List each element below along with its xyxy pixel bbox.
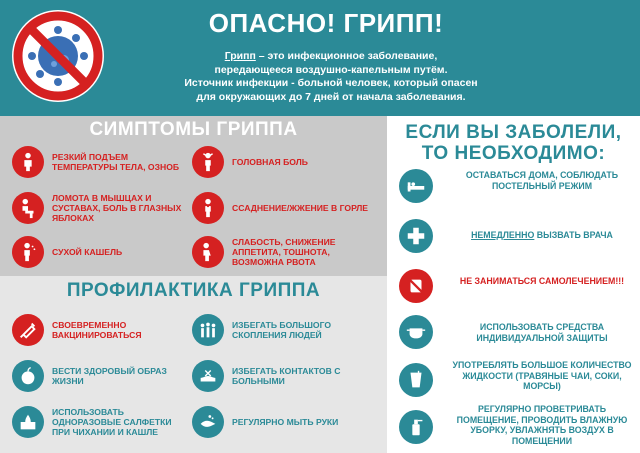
prevention-panel [0,276,387,453]
action-item [387,266,640,306]
actions-title-line1: ЕСЛИ ВЫ ЗАБОЛЕЛИ, [405,122,622,143]
headache-icon [192,146,224,178]
symptom-item [12,146,192,178]
prevention-item [192,360,382,392]
action-label-rest: ВЫЗВАТЬ ВРАЧА [534,230,613,240]
action-label: УПОТРЕБЛЯТЬ БОЛЬШОЕ КОЛИЧЕСТВО ЖИДКОСТИ (ТРАВЯНЫЕ ЧАИ, СОКИ, МОРСЫ) [452,360,632,391]
prevention-label: ИЗБЕГАТЬ БОЛЬШОГО СКОПЛЕНИЯ ЛЮДЕЙ [232,320,332,340]
hand-wash-icon [192,406,224,438]
bed-icon [399,169,433,203]
symptom-label: СЛАБОСТЬ, СНИЖЕНИЕ АППЕТИТА, ТОШНОТА, ВОЗМОЖНА РВОТА [232,237,336,267]
symptom-item [12,236,192,268]
actions-title [387,122,640,164]
symptom-item [192,236,382,268]
spray-bottle-icon [399,410,433,444]
prevention-item [12,314,187,346]
prevention-label: РЕГУЛЯРНО МЫТЬ РУКИ [232,417,339,427]
page-title: ОПАСНО! ГРИПП! [208,8,444,38]
intro-term: Грипп [224,50,256,62]
prevention-item [192,406,382,438]
action-item [387,360,640,400]
prevention-label: ИСПОЛЬЗОВАТЬ ОДНОРАЗОВЫЕ САЛФЕТКИ ПРИ ЧИХАНИИ И КАШЛЕ [52,407,172,437]
apple-icon [12,360,44,392]
action-label [447,230,637,241]
prevention-title: ПРОФИЛАКТИКА ГРИППА [66,280,321,301]
symptoms-title: СИМПТОМЫ ГРИППА [89,119,298,140]
drink-glass-icon [399,363,433,397]
tissue-box-icon [12,406,44,438]
prevention-label: ИЗБЕГАТЬ КОНТАКТОВ С БОЛЬНЫМИ [232,366,341,386]
symptom-label: СУХОЙ КАШЕЛЬ [52,247,123,257]
header-banner [0,0,640,116]
prevention-item [12,406,187,438]
no-contact-icon [192,360,224,392]
symptom-label: ЛОМОТА В МЫШЦАХ И СУСТАВАХ, БОЛЬ В ГЛАЗНЫХ ЯБЛОКАХ [52,193,182,223]
prevention-label: ВЕСТИ ЗДОРОВЫЙ ОБРАЗ ЖИЗНИ [52,366,167,386]
symptom-label: РЕЗКИЙ ПОДЪЕМ ТЕМПЕРАТУРЫ ТЕЛА, ОЗНОБ [52,152,180,172]
intro-text [166,50,496,104]
weakness-icon [192,236,224,268]
intro-line3: Источник инфекции - больной человек, который опасен [184,77,478,89]
symptom-label: ГОЛОВНАЯ БОЛЬ [232,157,308,167]
symptom-item [12,192,192,224]
syringe-icon [12,314,44,346]
action-item [387,404,640,450]
symptom-item [192,192,382,224]
action-label: ИСПОЛЬЗОВАТЬ СРЕДСТВА ИНДИВИДУАЛЬНОЙ ЗАЩИТЫ [476,322,608,343]
prevention-item [12,360,187,392]
actions-panel [387,116,640,453]
face-mask-icon [399,315,433,349]
action-item [387,166,640,206]
intro-line2: передающееся воздушно-капельным путём. [214,63,448,76]
action-label-emphasis: НЕМЕДЛЕННО [471,230,535,240]
prevention-label: СВОЕВРЕМЕННО ВАКЦИНИРОВАТЬСЯ [52,320,142,340]
sore-throat-icon [192,192,224,224]
symptom-label: ССАДНЕНИЕ/ЖЖЕНИЕ В ГОРЛЕ [232,203,369,213]
no-pills-icon [399,269,433,303]
symptoms-panel [0,116,387,276]
action-label: ОСТАВАТЬСЯ ДОМА, СОБЛЮДАТЬ ПОСТЕЛЬНЫЙ РЕЖИМ [465,170,619,191]
crowd-icon [192,314,224,346]
intro-line1: – это инфекционное заболевание, [255,50,438,62]
fever-person-icon [12,146,44,178]
medical-cross-icon [399,219,433,253]
symptom-item [192,146,382,178]
action-item [387,216,640,256]
cough-icon [12,236,44,268]
action-label: РЕГУЛЯРНО ПРОВЕТРИВАТЬ ПОМЕЩЕНИЕ, ПРОВОДИТЬ ВЛАЖНУЮ УБОРКУ, УВЛАЖНЯТЬ ВОЗДУХ В ПОМЕЩЕНИИ [456,404,628,446]
no-virus-icon [10,8,106,104]
prevention-item [192,314,382,346]
action-item [387,312,640,352]
intro-line4: для окружающих до 7 дней от начала заболевания. [196,90,466,103]
action-label: НЕ ЗАНИМАТЬСЯ САМОЛЕЧЕНИЕМ!!! [459,276,625,286]
joint-pain-icon [12,192,44,224]
actions-title-line2: ТО НЕОБХОДИМО: [421,143,606,164]
